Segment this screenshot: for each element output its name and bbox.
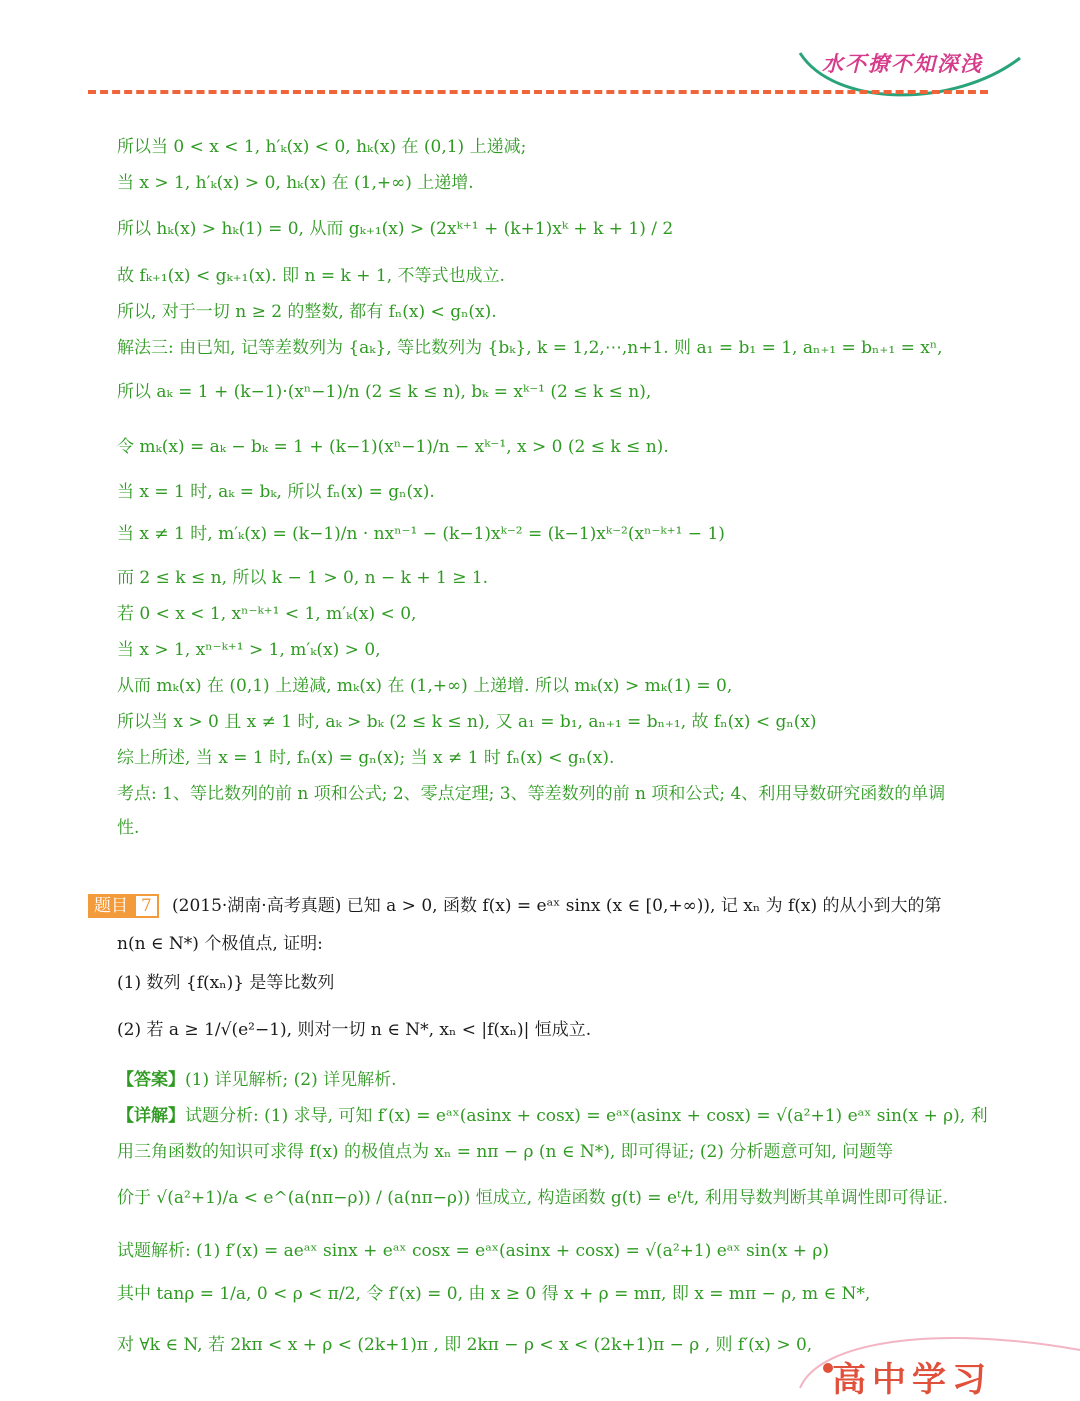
solution-line: 综上所述, 当 x = 1 时, fₙ(x) = gₙ(x); 当 x ≠ 1 时 fₙ(x) < gₙ(x). [117,748,615,768]
problem-part-1: (1) 数列 {f(xₙ)} 是等比数列 [117,973,335,993]
footer-logo-text: 高中学习 [832,1360,992,1400]
solution-line: 而 2 ≤ k ≤ n, 所以 k − 1 > 0, n − k + 1 ≥ 1. [117,568,489,588]
problem-statement-cont: n(n ∈ N*) 个极值点, 证明: [117,934,323,954]
exam-points-line: 性. [117,818,140,838]
problem-badge [88,894,159,918]
solution-line: 当 x > 1, h′ₖ(x) > 0, hₖ(x) 在 (1,+∞) 上递增. [117,173,474,193]
solution-line: 若 0 < x < 1, xⁿ⁻ᵏ⁺¹ < 1, m′ₖ(x) < 0, [117,604,417,624]
detail-line: 对 ∀k ∈ N, 若 2kπ < x + ρ < (2k+1)π , 即 2kπ − ρ < x < (2k+1)π − ρ , 则 f′(x) > 0, [117,1335,813,1355]
solution-line: 所以 hₖ(x) > hₖ(1) = 0, 从而 gₖ₊₁(x) > (2xᵏ⁺¹ + (k+1)xᵏ + k + 1) / 2 [117,219,674,239]
answer-text: (1) 详见解析; (2) 详见解析. [185,1070,397,1090]
answer-line [117,1069,397,1091]
solution-line: 解法三: 由已知, 记等差数列为 {aₖ}, 等比数列为 {bₖ}, k = 1,2,⋯,n+1. 则 a₁ = b₁ = 1, aₙ₊₁ = bₙ₊₁ = xⁿ, [117,338,943,358]
solution-line: 所以当 0 < x < 1, h′ₖ(x) < 0, hₖ(x) 在 (0,1) 上递减; [117,137,527,157]
solution-line: 所以当 x > 0 且 x ≠ 1 时, aₖ > bₖ (2 ≤ k ≤ n), 又 a₁ = b₁, aₙ₊₁ = bₙ₊₁, 故 fₙ(x) < gₙ(x) [117,712,817,732]
problem-part-2: (2) 若 a ≥ 1/√(e²−1), 则对一切 n ∈ N*, xₙ < |f(xₙ)| 恒成立. [117,1020,592,1040]
detail-line [117,1105,988,1127]
answer-label: 【答案】 [117,1070,185,1090]
badge-label: 题目 [88,894,134,918]
solution-line: 当 x ≠ 1 时, m′ₖ(x) = (k−1)/n · nxⁿ⁻¹ − (k−1)xᵏ⁻² = (k−1)xᵏ⁻²(xⁿ⁻ᵏ⁺¹ − 1) [117,524,725,544]
detail-text: 试题分析: (1) 求导, 可知 f′(x) = eᵃˣ(asinx + cosx) = eᵃˣ(asinx + cosx) = √(a²+1) eᵃˣ sin(x + ρ), 利 [185,1106,988,1126]
header-divider [88,90,988,94]
solution-line: 当 x > 1, xⁿ⁻ᵏ⁺¹ > 1, m′ₖ(x) > 0, [117,640,381,660]
detail-line: 用三角函数的知识可求得 f(x) 的极值点为 xₙ = nπ − ρ (n ∈ N*), 即可得证; (2) 分析题意可知, 问题等 [117,1142,894,1162]
solution-line: 当 x = 1 时, aₖ = bₖ, 所以 fₙ(x) = gₙ(x). [117,482,435,502]
detail-line: 价于 √(a²+1)/a < e^(a(nπ−ρ)) / (a(nπ−ρ)) 恒成立, 构造函数 g(t) = eᵗ/t, 利用导数判断其单调性即可得证. [117,1188,948,1208]
solution-line: 故 fₖ₊₁(x) < gₖ₊₁(x). 即 n = k + 1, 不等式也成立. [117,266,505,286]
badge-number: 7 [134,894,159,918]
detail-line: 试题解析: (1) f′(x) = aeᵃˣ sinx + eᵃˣ cosx = eᵃˣ(asinx + cosx) = √(a²+1) eᵃˣ sin(x + ρ) [117,1241,829,1261]
solution-line: 所以, 对于一切 n ≥ 2 的整数, 都有 fₙ(x) < gₙ(x). [117,302,497,322]
header-motto: 水不撩不知深浅 [822,51,983,76]
solution-line: 所以 aₖ = 1 + (k−1)·(xⁿ−1)/n (2 ≤ k ≤ n), bₖ = xᵏ⁻¹ (2 ≤ k ≤ n), [117,382,652,402]
detail-label: 【详解】 [117,1106,185,1126]
problem-statement: (2015·湖南·高考真题) 已知 a > 0, 函数 f(x) = eᵃˣ sinx (x ∈ [0,+∞)), 记 xₙ 为 f(x) 的从小到大的第 [172,896,942,916]
detail-line: 其中 tanρ = 1/a, 0 < ρ < π/2, 令 f′(x) = 0, 由 x ≥ 0 得 x + ρ = mπ, 即 x = mπ − ρ, m ∈ N*, [117,1284,871,1304]
exam-points-line: 考点: 1、等比数列的前 n 项和公式; 2、零点定理; 3、等差数列的前 n 项和公式; 4、利用导数研究函数的单调 [117,784,946,804]
solution-line: 从而 mₖ(x) 在 (0,1) 上递减, mₖ(x) 在 (1,+∞) 上递增. 所以 mₖ(x) > mₖ(1) = 0, [117,676,733,696]
solution-line: 令 mₖ(x) = aₖ − bₖ = 1 + (k−1)(xⁿ−1)/n − xᵏ⁻¹, x > 0 (2 ≤ k ≤ n). [117,437,669,457]
